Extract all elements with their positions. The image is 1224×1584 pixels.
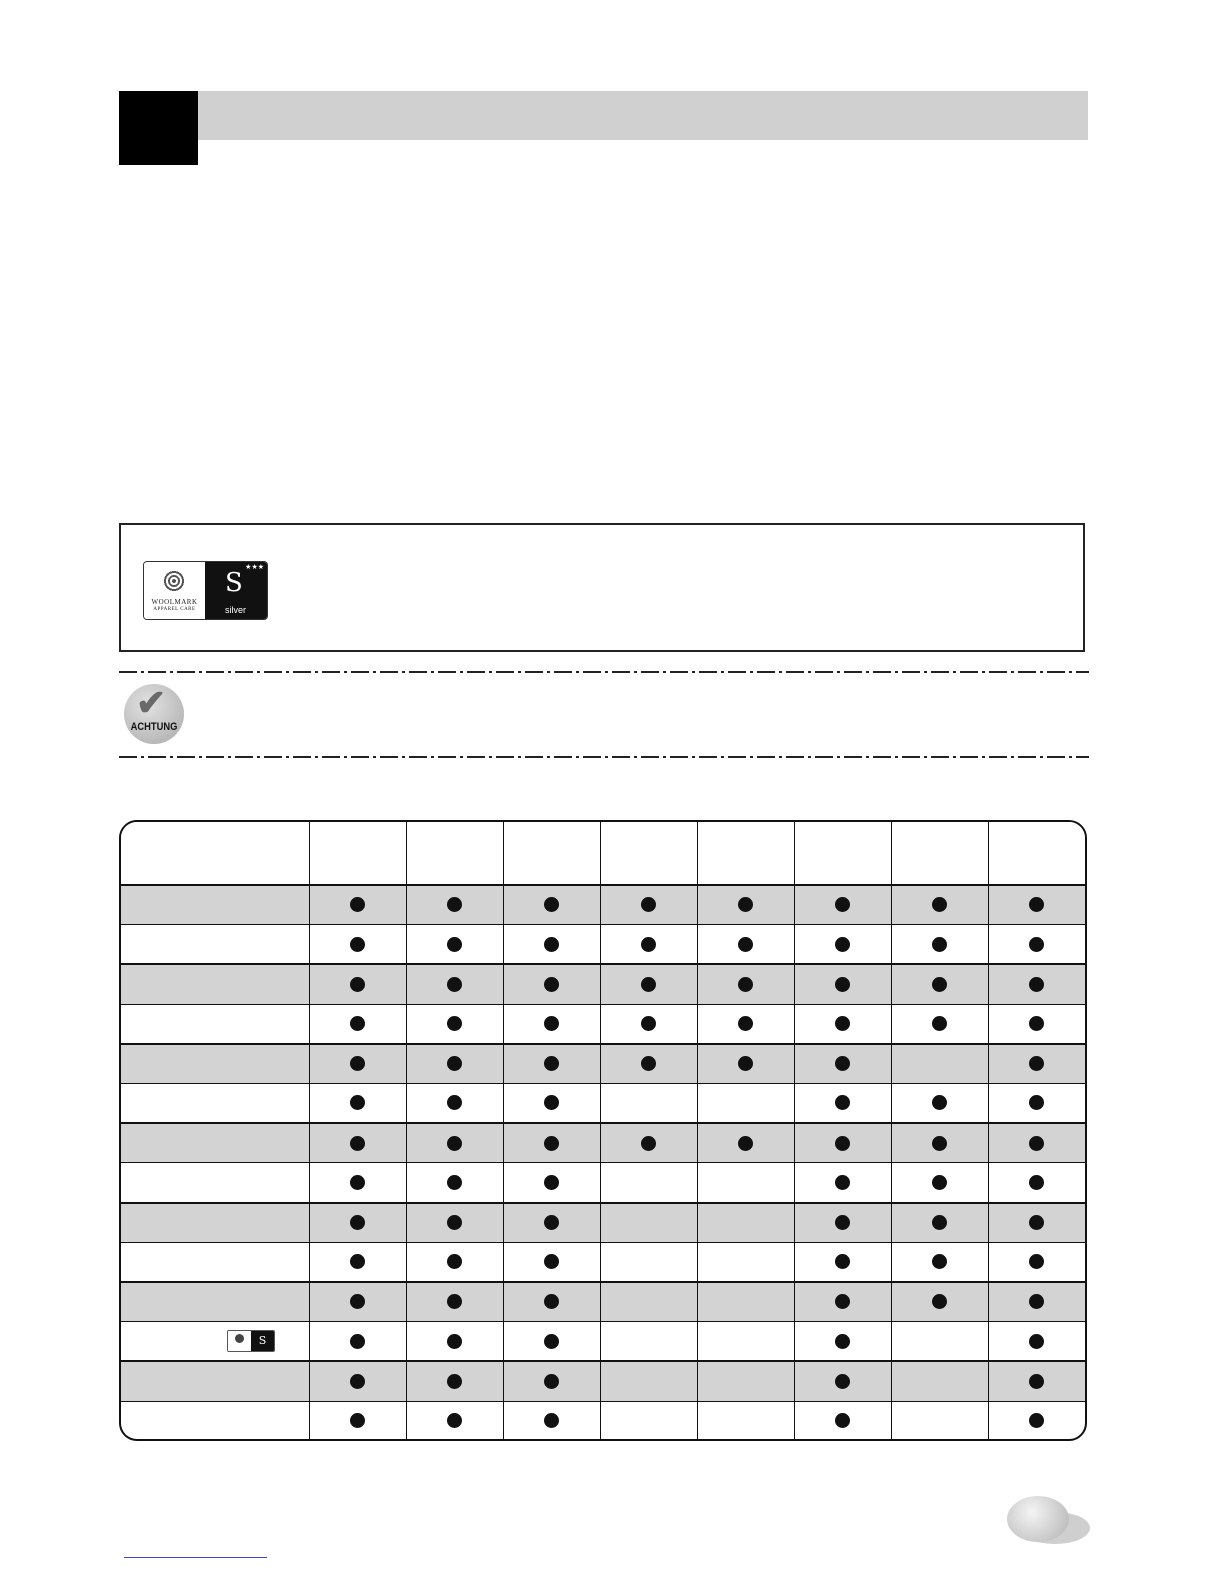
woolmark-silver-logo: WOOLMARK APPAREL CARE ★★★ S silver [143,561,268,620]
bullet-dot-icon [641,1136,656,1151]
table-cell [309,1322,406,1362]
bullet-dot-icon [932,1254,947,1269]
bullet-dot-icon [350,937,365,952]
bullet-dot-icon [350,1374,365,1389]
bullet-dot-icon [544,897,559,912]
table-cell [988,1361,1085,1401]
table-cell [406,1084,503,1124]
table-cell [891,1322,988,1362]
bullet-dot-icon [544,1016,559,1031]
bullet-dot-icon [932,1136,947,1151]
row-label-cell [121,1282,309,1322]
bullet-dot-icon [544,1215,559,1230]
table-cell [309,1004,406,1044]
bullet-dot-icon [641,977,656,992]
stars-icon: ★★★ [245,564,264,571]
table-cell [406,964,503,1004]
dashdot-divider-bottom [119,756,1089,758]
table-cell [309,1203,406,1243]
table-row [121,1004,1085,1044]
bullet-dot-icon [447,1413,462,1428]
table-cell [503,964,600,1004]
table-cell [309,1123,406,1163]
table-cell [600,1163,697,1203]
table-row [121,1282,1085,1322]
section-title-bar [198,91,1088,140]
bullet-dot-icon [447,1095,462,1110]
table-cell [988,1282,1085,1322]
bullet-dot-icon [835,897,850,912]
table-cell [697,1084,794,1124]
bullet-dot-icon [447,977,462,992]
row-label-cell [121,1044,309,1084]
bullet-dot-icon [1029,1254,1044,1269]
bullet-dot-icon [835,937,850,952]
bullet-dot-icon [1029,1374,1044,1389]
table-cell [600,885,697,925]
table-cell [697,964,794,1004]
table-cell [988,1004,1085,1044]
row-label-cell [121,885,309,925]
table-cell [697,1044,794,1084]
table-cell [697,1123,794,1163]
table-row [121,1322,1085,1362]
row-label-cell [121,1004,309,1044]
table-cell [600,1203,697,1243]
table-cell [503,885,600,925]
table-cell [503,1084,600,1124]
table-cell [600,1004,697,1044]
table-cell [697,1322,794,1362]
table-cell [891,1203,988,1243]
bullet-dot-icon [447,1136,462,1151]
table-header-cell [121,822,309,885]
table-cell [309,1163,406,1203]
table-header-row [121,822,1085,885]
table-cell [406,1044,503,1084]
table-header-cell [600,822,697,885]
table-cell [988,1123,1085,1163]
table-cell [891,1242,988,1282]
table-cell [891,925,988,965]
bullet-dot-icon [835,1056,850,1071]
table-cell [891,1004,988,1044]
silver-label: silver [225,605,247,615]
row-label-cell [121,1203,309,1243]
bullet-dot-icon [932,897,947,912]
bullet-dot-icon [350,1334,365,1349]
bullet-dot-icon [932,1016,947,1031]
bullet-dot-icon [447,1016,462,1031]
bullet-dot-icon [350,1215,365,1230]
table-cell [988,1163,1085,1203]
table-header-cell [891,822,988,885]
silver-s-icon: S [225,568,243,598]
bullet-dot-icon [835,1254,850,1269]
bullet-dot-icon [350,1294,365,1309]
bullet-dot-icon [1029,1095,1044,1110]
table-cell [406,885,503,925]
table-cell [503,1242,600,1282]
bullet-dot-icon [738,977,753,992]
bullet-dot-icon [641,937,656,952]
table-cell [406,1282,503,1322]
table-cell [794,964,891,1004]
table-cell [406,1242,503,1282]
bullet-dot-icon [738,897,753,912]
bullet-dot-icon [1029,937,1044,952]
bullet-dot-icon [835,1136,850,1151]
table-header-cell [988,822,1085,885]
bullet-dot-icon [544,1413,559,1428]
table-cell [794,1401,891,1439]
table-cell [794,1203,891,1243]
table-row [121,1123,1085,1163]
table-cell [794,1084,891,1124]
bullet-dot-icon [932,1095,947,1110]
table-cell [891,1401,988,1439]
bullet-dot-icon [641,1056,656,1071]
bullet-dot-icon [544,1095,559,1110]
bullet-dot-icon [544,1254,559,1269]
bullet-dot-icon [1029,1294,1044,1309]
table-cell [503,1163,600,1203]
program-table [119,820,1087,1441]
table-cell [600,1044,697,1084]
table-cell [309,964,406,1004]
table-cell [794,1044,891,1084]
bullet-dot-icon [738,1016,753,1031]
bullet-dot-icon [350,897,365,912]
row-label-cell [121,1401,309,1439]
bullet-dot-icon [350,1413,365,1428]
table-cell [794,1322,891,1362]
table-cell [794,1123,891,1163]
table-cell [988,885,1085,925]
table-cell [988,1322,1085,1362]
table-cell [406,1322,503,1362]
bullet-dot-icon [835,1175,850,1190]
table-cell [891,1123,988,1163]
table-cell [600,1242,697,1282]
table-cell [794,1163,891,1203]
bullet-dot-icon [932,1294,947,1309]
bullet-dot-icon [1029,1175,1044,1190]
bullet-dot-icon [544,1056,559,1071]
table-cell [600,1084,697,1124]
table-cell [697,1401,794,1439]
table-cell [309,1401,406,1439]
bullet-dot-icon [350,977,365,992]
table-cell [503,1361,600,1401]
bullet-dot-icon [447,937,462,952]
table-cell [503,1322,600,1362]
table-cell [503,1004,600,1044]
bullet-dot-icon [447,1254,462,1269]
table-cell [988,1044,1085,1084]
bullet-dot-icon [835,1374,850,1389]
bullet-dot-icon [738,1136,753,1151]
table-cell [600,1282,697,1322]
table-cell [891,1282,988,1322]
table-cell [794,1361,891,1401]
table-row [121,1242,1085,1282]
table-cell [600,1322,697,1362]
achtung-icon [124,684,184,744]
table-cell [309,1361,406,1401]
table-row [121,1203,1085,1243]
table-row [121,1401,1085,1439]
row-label-cell [121,1123,309,1163]
row-label-cell [121,925,309,965]
bullet-dot-icon [932,977,947,992]
table-cell [600,925,697,965]
bullet-dot-icon [1029,1016,1044,1031]
table-cell [988,1401,1085,1439]
table-cell [600,964,697,1004]
table-row [121,1044,1085,1084]
table-row [121,1361,1085,1401]
bullet-dot-icon [350,1056,365,1071]
bullet-dot-icon [932,1215,947,1230]
table-header-cell [503,822,600,885]
bullet-dot-icon [641,897,656,912]
table-cell [891,1084,988,1124]
table-header-cell [697,822,794,885]
table-cell [406,1401,503,1439]
table-cell [697,1242,794,1282]
bullet-dot-icon [350,1136,365,1151]
bullet-dot-icon [835,1413,850,1428]
woolmark-info-box [119,523,1085,652]
table-cell [600,1123,697,1163]
bullet-dot-icon [1029,1413,1044,1428]
bullet-dot-icon [544,977,559,992]
table-cell [697,1361,794,1401]
table-cell [406,1123,503,1163]
bullet-dot-icon [835,977,850,992]
bullet-dot-icon [544,1175,559,1190]
row-label-cell [121,1084,309,1124]
table-cell [891,1361,988,1401]
table-header-cell [309,822,406,885]
table-cell [503,1123,600,1163]
row-label-cell [121,964,309,1004]
bullet-dot-icon [447,1374,462,1389]
table-cell [503,1401,600,1439]
table-cell [309,1282,406,1322]
wool-ball-icon [163,570,185,592]
section-number-block [119,91,198,165]
bullet-dot-icon [544,1334,559,1349]
table-cell [406,1203,503,1243]
page-number-oval [1007,1496,1069,1542]
table-cell [406,1361,503,1401]
table-cell [697,885,794,925]
bullet-dot-icon [932,937,947,952]
table-cell [794,925,891,965]
table-cell [697,1004,794,1044]
bullet-dot-icon [1029,1136,1044,1151]
table-row [121,925,1085,965]
table-cell [794,1242,891,1282]
table-cell [309,1044,406,1084]
bullet-dot-icon [447,1175,462,1190]
row-label-cell [121,1361,309,1401]
table-row [121,964,1085,1004]
table-row [121,1163,1085,1203]
row-label-cell [121,1242,309,1282]
table-cell [988,1084,1085,1124]
bullet-dot-icon [350,1016,365,1031]
table-cell [697,925,794,965]
table-cell [309,1242,406,1282]
dashdot-divider-top [119,671,1089,673]
bullet-dot-icon [350,1175,365,1190]
table-header-cell [794,822,891,885]
table-cell [988,925,1085,965]
achtung-label: ACHTUNG [130,721,178,733]
table-cell [309,925,406,965]
table-cell [988,1203,1085,1243]
table-cell [697,1203,794,1243]
row-label-cell [121,1322,309,1362]
table-cell [503,1203,600,1243]
woolmark-silver-icon: S [227,1330,275,1352]
table-cell [891,885,988,925]
table-cell [600,1401,697,1439]
table-cell [309,1084,406,1124]
bullet-dot-icon [350,1254,365,1269]
bullet-dot-icon [835,1016,850,1031]
table-cell [503,1044,600,1084]
table-cell [891,964,988,1004]
table-header-cell [406,822,503,885]
bullet-dot-icon [1029,1215,1044,1230]
bullet-dot-icon [738,937,753,952]
bullet-dot-icon [447,1215,462,1230]
table-cell [406,1004,503,1044]
table-cell [406,925,503,965]
table-cell [988,964,1085,1004]
bullet-dot-icon [544,1136,559,1151]
table-cell [794,1282,891,1322]
table-cell [697,1282,794,1322]
table-row [121,885,1085,925]
bullet-dot-icon [1029,897,1044,912]
bullet-dot-icon [835,1334,850,1349]
table-cell [988,1242,1085,1282]
bullet-dot-icon [1029,977,1044,992]
table-cell [794,885,891,925]
bullet-dot-icon [932,1175,947,1190]
bullet-dot-icon [1029,1056,1044,1071]
bullet-dot-icon [835,1294,850,1309]
table-cell [503,925,600,965]
table-cell [503,1282,600,1322]
bullet-dot-icon [1029,1334,1044,1349]
bullet-dot-icon [350,1095,365,1110]
table-cell [794,1004,891,1044]
bullet-dot-icon [447,1056,462,1071]
bullet-dot-icon [835,1215,850,1230]
bullet-dot-icon [544,1374,559,1389]
bullet-dot-icon [835,1095,850,1110]
checkmark-icon: ✔ [136,682,167,723]
table-cell [891,1163,988,1203]
bullet-dot-icon [738,1056,753,1071]
table-cell [600,1361,697,1401]
table-cell [406,1163,503,1203]
bullet-dot-icon [641,1016,656,1031]
table-cell [891,1044,988,1084]
bullet-dot-icon [544,937,559,952]
bullet-dot-icon [544,1294,559,1309]
footer-link-underline[interactable] [124,1557,267,1558]
table-cell [697,1163,794,1203]
bullet-dot-icon [447,1334,462,1349]
bullet-dot-icon [447,1294,462,1309]
row-label-cell [121,1163,309,1203]
table-row [121,1084,1085,1124]
table-cell [309,885,406,925]
bullet-dot-icon [447,897,462,912]
